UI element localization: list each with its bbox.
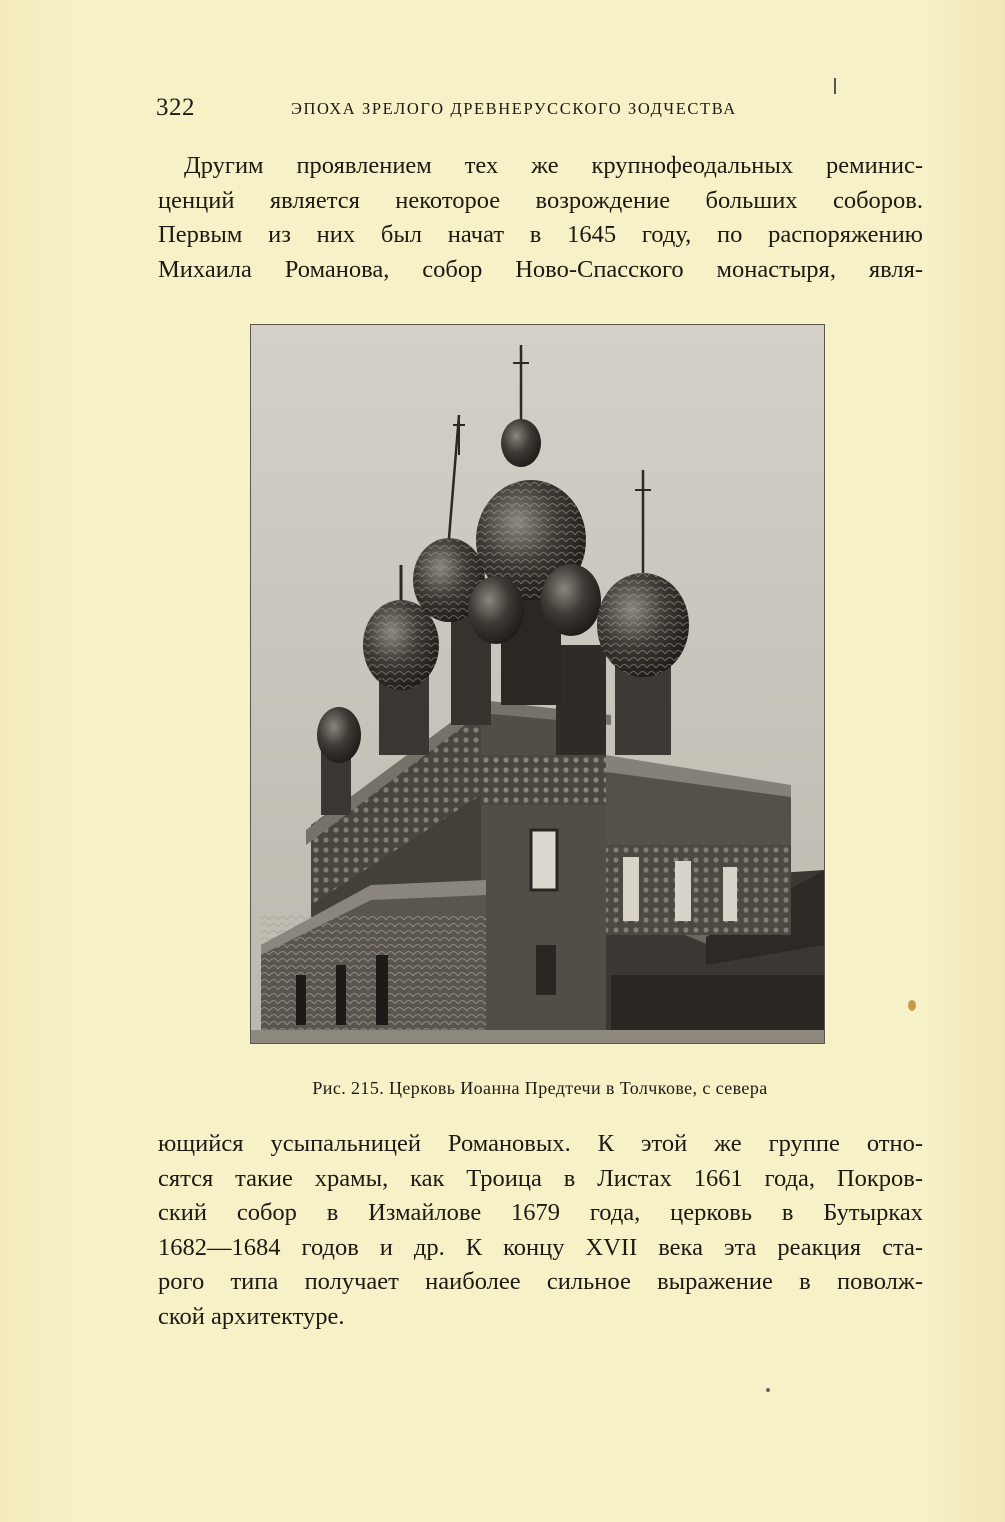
- text-line: 1682—1684 годов и др. К концу XVII века эта реакция ста-: [158, 1233, 923, 1261]
- paper-speck: [908, 1000, 916, 1011]
- paragraph-after-figure: [158, 1127, 923, 1335]
- figure-caption: Рис. 215. Церковь Иоанна Предтечи в Толчкове, с севера: [312, 1078, 768, 1098]
- church-photograph: [250, 324, 825, 1044]
- text-line: сятся такие храмы, как Троица в Листах 1661 года, Покров-: [158, 1164, 923, 1192]
- text-line: ценций является некоторое возрождение больших соборов.: [158, 186, 923, 214]
- text-line: Другим проявлением тех же крупнофеодальных реминис-: [184, 152, 923, 179]
- text-line: ющийся усыпальницей Романовых. К этой же группе отно-: [158, 1130, 923, 1157]
- running-title: ЭПОХА ЗРЕЛОГО ДРЕВНЕРУССКОГО ЗОДЧЕСТВА: [291, 99, 737, 118]
- text-line: рого типа получает наиболее сильное выражение в поволж-: [158, 1268, 923, 1296]
- text-line: Михаила Романова, собор Ново-Спасского монастыря, явля-: [158, 255, 923, 283]
- paper-speck: [766, 1388, 770, 1392]
- running-header: [156, 94, 786, 124]
- text-line: ской архитектуре.: [158, 1302, 345, 1330]
- margin-mark: [834, 78, 836, 94]
- text-line: ский собор в Измайлове 1679 года, церковь в Бутырках: [158, 1199, 923, 1227]
- text-line: Первым из них был начат в 1645 году, по распоряжению: [158, 221, 923, 249]
- page-number: 322: [156, 94, 195, 121]
- paragraph-before-figure: [158, 149, 923, 287]
